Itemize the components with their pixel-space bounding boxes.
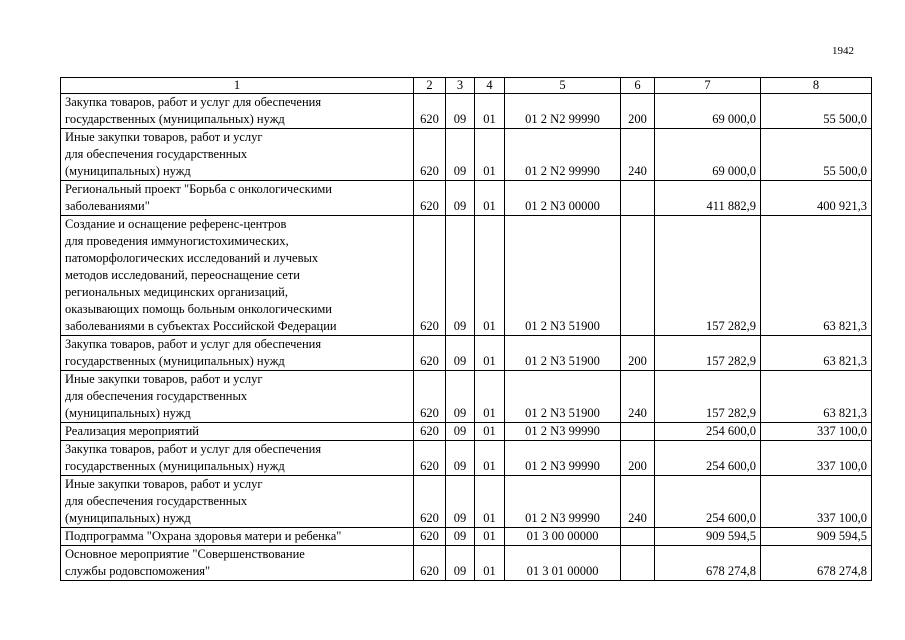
- table-row: [61, 441, 872, 476]
- section-code-cell: 09: [446, 423, 475, 441]
- expense-type-cell: 240: [621, 371, 655, 423]
- amount-year2-cell: 337 100,0: [761, 476, 872, 528]
- column-header: 8: [761, 78, 872, 94]
- column-header: 2: [414, 78, 446, 94]
- amount-year1-cell: 678 274,8: [655, 546, 761, 581]
- expense-name-cell: Закупка товаров, работ и услуг для обеспечения государственных (муниципальных) нужд: [61, 441, 414, 476]
- amount-year2-cell: 909 594,5: [761, 528, 872, 546]
- expense-name-cell: Основное мероприятие "Совершенствование службы родовспоможения": [61, 546, 414, 581]
- table-row: [61, 423, 872, 441]
- amount-year2-cell: 63 821,3: [761, 216, 872, 336]
- amount-year2-cell: 63 821,3: [761, 336, 872, 371]
- table-row: [61, 181, 872, 216]
- section-code-cell: 09: [446, 181, 475, 216]
- ministry-code-cell: 620: [414, 181, 446, 216]
- ministry-code-cell: 620: [414, 476, 446, 528]
- ministry-code-cell: 620: [414, 441, 446, 476]
- expense-type-cell: 200: [621, 336, 655, 371]
- ministry-code-cell: 620: [414, 546, 446, 581]
- ministry-code-cell: 620: [414, 129, 446, 181]
- expense-type-cell: 200: [621, 94, 655, 129]
- expense-name-cell: Создание и оснащение референс-центров для проведения иммуногистохимических, патоморфологических исследований и лучевых методов исследований, переоснащение сети региональных медицинских организаций, оказывающих помощь больным онкологическими заболеваниями в субъектах Российской Федерации: [61, 216, 414, 336]
- table-row: [61, 546, 872, 581]
- expense-type-cell: [621, 423, 655, 441]
- table-row: [61, 476, 872, 528]
- ministry-code-cell: 620: [414, 528, 446, 546]
- table-header-row: [61, 78, 872, 94]
- amount-year2-cell: 55 500,0: [761, 129, 872, 181]
- target-article-cell: 01 2 N2 99990: [505, 129, 621, 181]
- column-header: 7: [655, 78, 761, 94]
- subsection-code-cell: 01: [475, 371, 505, 423]
- expense-type-cell: [621, 528, 655, 546]
- section-code-cell: 09: [446, 546, 475, 581]
- subsection-code-cell: 01: [475, 423, 505, 441]
- target-article-cell: 01 3 00 00000: [505, 528, 621, 546]
- section-code-cell: 09: [446, 371, 475, 423]
- expense-name-cell: Иные закупки товаров, работ и услуг для обеспечения государственных (муниципальных) нужд: [61, 129, 414, 181]
- subsection-code-cell: 01: [475, 546, 505, 581]
- subsection-code-cell: 01: [475, 216, 505, 336]
- table-row: [61, 371, 872, 423]
- column-header: 4: [475, 78, 505, 94]
- ministry-code-cell: 620: [414, 216, 446, 336]
- amount-year1-cell: 411 882,9: [655, 181, 761, 216]
- column-header: 5: [505, 78, 621, 94]
- amount-year2-cell: 337 100,0: [761, 423, 872, 441]
- budget-table: [60, 77, 872, 581]
- expense-type-cell: 240: [621, 129, 655, 181]
- amount-year2-cell: 63 821,3: [761, 371, 872, 423]
- ministry-code-cell: 620: [414, 336, 446, 371]
- subsection-code-cell: 01: [475, 181, 505, 216]
- section-code-cell: 09: [446, 476, 475, 528]
- section-code-cell: 09: [446, 336, 475, 371]
- subsection-code-cell: 01: [475, 476, 505, 528]
- expense-name-cell: Региональный проект "Борьба с онкологическими заболеваниями": [61, 181, 414, 216]
- amount-year1-cell: 254 600,0: [655, 441, 761, 476]
- column-header: 1: [61, 78, 414, 94]
- expense-name-cell: Подпрограмма "Охрана здоровья матери и ребенка": [61, 528, 414, 546]
- page-number: 1942: [832, 45, 854, 57]
- subsection-code-cell: 01: [475, 528, 505, 546]
- ministry-code-cell: 620: [414, 371, 446, 423]
- ministry-code-cell: 620: [414, 94, 446, 129]
- expense-name-cell: Реализация мероприятий: [61, 423, 414, 441]
- amount-year1-cell: 157 282,9: [655, 371, 761, 423]
- section-code-cell: 09: [446, 94, 475, 129]
- expense-type-cell: [621, 181, 655, 216]
- table-row: [61, 129, 872, 181]
- amount-year1-cell: 254 600,0: [655, 423, 761, 441]
- amount-year2-cell: 400 921,3: [761, 181, 872, 216]
- table-row: [61, 94, 872, 129]
- column-header: 6: [621, 78, 655, 94]
- expense-name-cell: Закупка товаров, работ и услуг для обеспечения государственных (муниципальных) нужд: [61, 336, 414, 371]
- expense-type-cell: 240: [621, 476, 655, 528]
- target-article-cell: 01 2 N3 99990: [505, 423, 621, 441]
- subsection-code-cell: 01: [475, 94, 505, 129]
- section-code-cell: 09: [446, 216, 475, 336]
- expense-type-cell: [621, 546, 655, 581]
- amount-year1-cell: 69 000,0: [655, 129, 761, 181]
- target-article-cell: 01 2 N3 99990: [505, 476, 621, 528]
- amount-year1-cell: 254 600,0: [655, 476, 761, 528]
- amount-year1-cell: 69 000,0: [655, 94, 761, 129]
- subsection-code-cell: 01: [475, 129, 505, 181]
- subsection-code-cell: 01: [475, 441, 505, 476]
- expense-name-cell: Иные закупки товаров, работ и услуг для обеспечения государственных (муниципальных) нужд: [61, 476, 414, 528]
- section-code-cell: 09: [446, 441, 475, 476]
- table-row: [61, 216, 872, 336]
- amount-year2-cell: 678 274,8: [761, 546, 872, 581]
- amount-year2-cell: 337 100,0: [761, 441, 872, 476]
- amount-year2-cell: 55 500,0: [761, 94, 872, 129]
- amount-year1-cell: 157 282,9: [655, 336, 761, 371]
- target-article-cell: 01 2 N2 99990: [505, 94, 621, 129]
- target-article-cell: 01 2 N3 51900: [505, 216, 621, 336]
- expense-type-cell: [621, 216, 655, 336]
- expense-name-cell: Иные закупки товаров, работ и услуг для обеспечения государственных (муниципальных) нужд: [61, 371, 414, 423]
- section-code-cell: 09: [446, 528, 475, 546]
- amount-year1-cell: 909 594,5: [655, 528, 761, 546]
- target-article-cell: 01 2 N3 51900: [505, 371, 621, 423]
- ministry-code-cell: 620: [414, 423, 446, 441]
- target-article-cell: 01 2 N3 99990: [505, 441, 621, 476]
- target-article-cell: 01 2 N3 51900: [505, 336, 621, 371]
- table-row: [61, 336, 872, 371]
- column-header: 3: [446, 78, 475, 94]
- section-code-cell: 09: [446, 129, 475, 181]
- target-article-cell: 01 3 01 00000: [505, 546, 621, 581]
- table-row: [61, 528, 872, 546]
- target-article-cell: 01 2 N3 00000: [505, 181, 621, 216]
- amount-year1-cell: 157 282,9: [655, 216, 761, 336]
- subsection-code-cell: 01: [475, 336, 505, 371]
- expense-type-cell: 200: [621, 441, 655, 476]
- expense-name-cell: Закупка товаров, работ и услуг для обеспечения государственных (муниципальных) нужд: [61, 94, 414, 129]
